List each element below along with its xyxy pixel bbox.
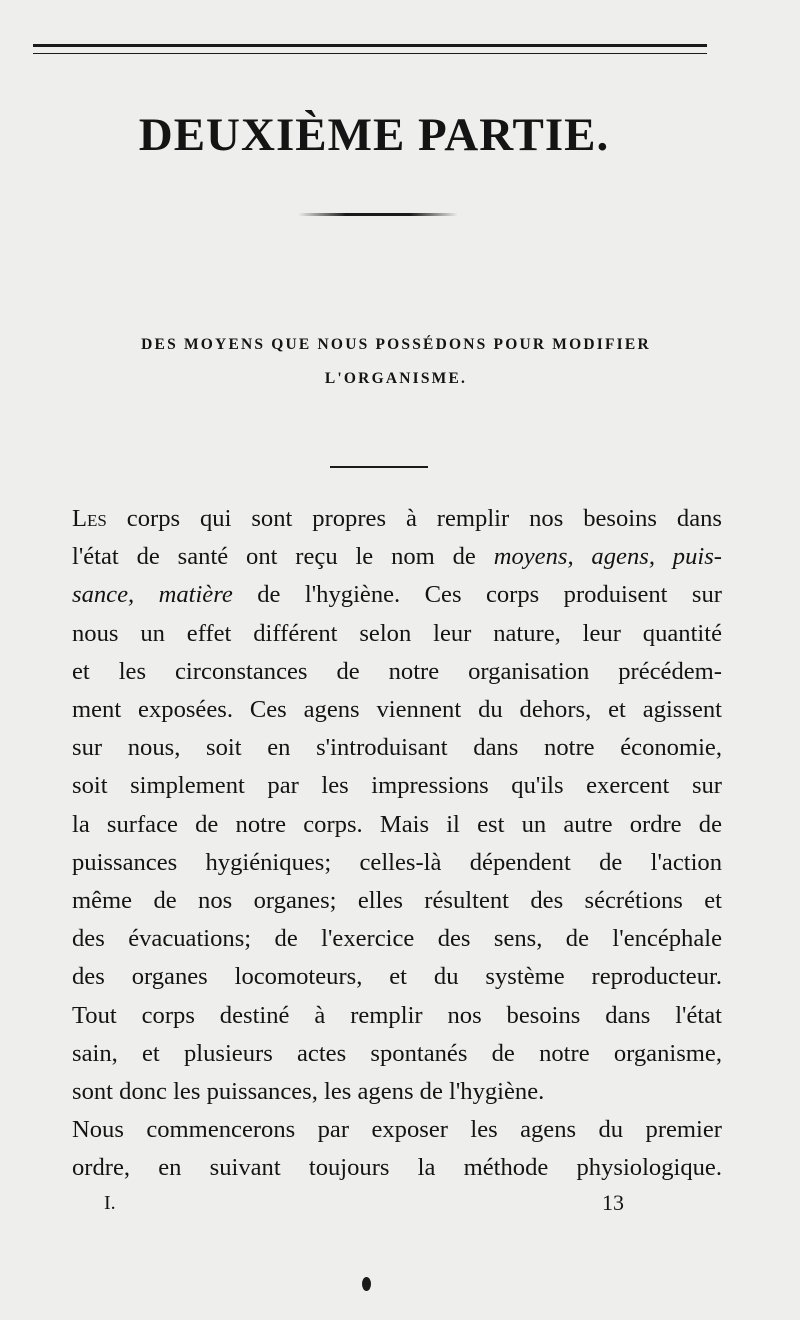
paragraph-3 [46, 1111, 722, 1187]
text-line: sont donc les puissances, les agens de l'hygiène. [72, 1078, 545, 1106]
text-line: des évacuations; de l'exercice des sens, de l'encéphale [72, 925, 722, 953]
text-line: sain, et plusieurs actes spontanés de notre organisme, [72, 1039, 722, 1067]
italic-terms: sance, matière [72, 581, 233, 609]
page-number: 13 [602, 1190, 624, 1215]
text-line: la surface de notre corps. Mais il est un autre ordre de [72, 810, 722, 838]
text-line: ment exposées. Ces agens viennent du dehors, et agissent [72, 696, 722, 724]
initial-word: Les [72, 505, 107, 532]
text-line: sur nous, soit en s'introduisant dans notre économie, [72, 734, 722, 762]
text-line: Les corps qui sont propres à remplir nos besoins dans [72, 505, 722, 532]
text-line: Nous commencerons par exposer les agens du premier [72, 1116, 722, 1144]
text-line: nous un effet différent selon leur nature, leur quantité [72, 619, 722, 647]
ink-blot [362, 1277, 371, 1291]
signature-mark: I. [104, 1192, 116, 1214]
text-line: puissances hygiéniques; celles-là dépendent de l'action [72, 848, 722, 876]
paragraph-2 [46, 997, 722, 1112]
text-line: ordre, en suivant toujours la méthode physiologique. [72, 1154, 722, 1182]
section-divider-rule [330, 466, 428, 468]
part-title: DEUXIÈME PARTIE. [138, 109, 610, 161]
text-line: même de nos organes; elles résultent des sécrétions et [72, 887, 722, 915]
text-line: et les circonstances de notre organisation précédem- [72, 657, 722, 685]
body-text [46, 500, 722, 1188]
text-line: soit simplement par les impressions qu'ils exercent sur [72, 772, 722, 800]
text-line: sance, matière de l'hygiène. Ces corps produisent sur [72, 581, 722, 609]
section-title [40, 328, 752, 396]
text-line: Tout corps destiné à remplir nos besoins dans l'état [72, 1001, 722, 1029]
italic-terms: moyens, agens, puis- [493, 543, 722, 571]
text-line: l'état de santé ont reçu le nom de moyens, agens, puis- [72, 543, 722, 571]
decorative-rule [298, 213, 458, 216]
section-title-line-2: L'ORGANISME. [324, 370, 468, 387]
section-title-line-1: DES MOYENS QUE NOUS POSSÉDONS POUR MODIFIER [141, 336, 651, 353]
text-line: des organes locomoteurs, et du système reproducteur. [72, 963, 722, 991]
top-double-rule [33, 44, 707, 54]
paragraph-1 [46, 500, 722, 997]
